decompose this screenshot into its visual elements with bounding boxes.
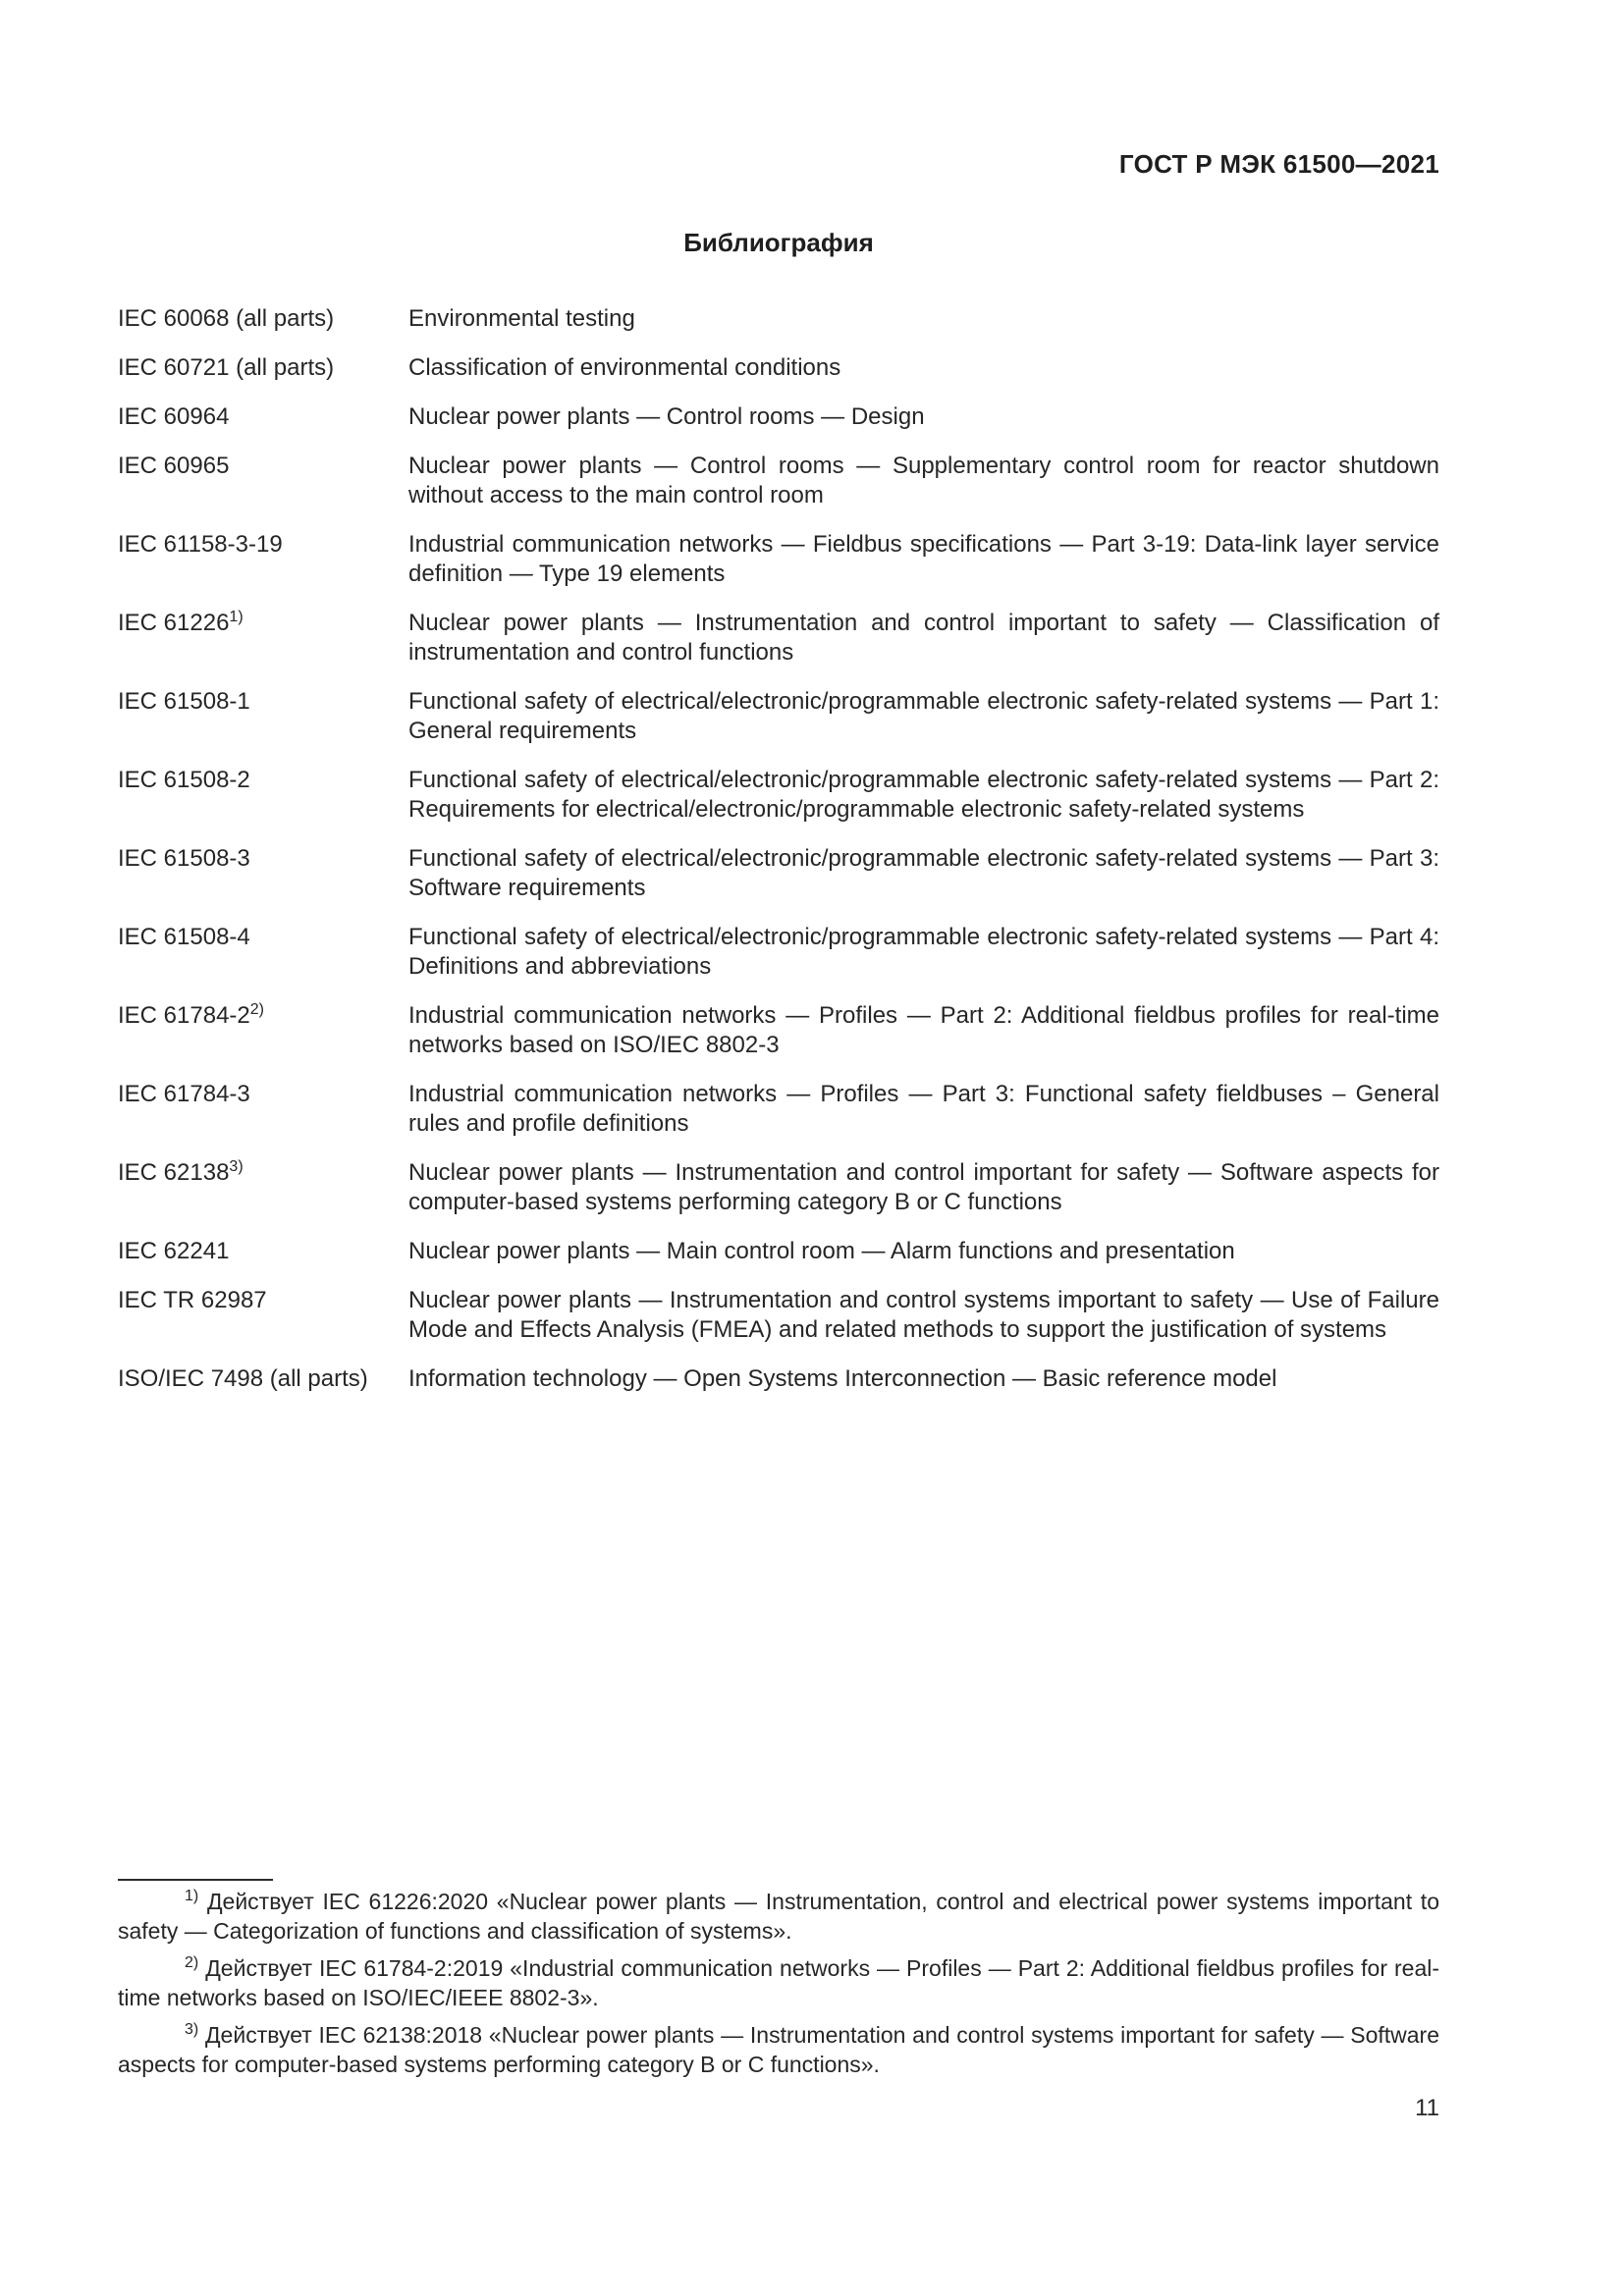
bibliography-entry: [118, 609, 1439, 667]
reference-id: IEC 61508-1: [118, 688, 250, 715]
footnote: [118, 1887, 1439, 1946]
reference-title: Nuclear power plants — Control rooms — Supplementary control room for reactor shutdown without access to the main control room: [408, 453, 1439, 508]
reference-title: Nuclear power plants — Main control room — Alarm functions and presentation: [408, 1238, 1235, 1264]
reference-id: IEC 60964: [118, 403, 230, 430]
reference-title: Nuclear power plants — Instrumentation and control systems important to safety — Use of Failure Mode and Effects Analysis (FMEA) and related methods to support the justification of systems: [408, 1287, 1439, 1343]
reference-id: IEC 61784-2$^{2)}$: [118, 1001, 264, 1029]
reference-title: Functional safety of electrical/electronic/programmable electronic safety-related systems — Part 4: Definitions and abbreviations: [408, 924, 1439, 980]
reference-id: IEC 62138$^{3)}$: [118, 1158, 244, 1186]
bibliography-entry: [118, 923, 1439, 982]
footnote: [118, 1953, 1439, 2012]
reference-title: Classification of environmental conditions: [408, 354, 841, 381]
bibliography-entry: [118, 1364, 1439, 1394]
reference-id: IEC 61226$^{1)}$: [118, 609, 244, 636]
bibliography-list: [118, 304, 1439, 1414]
bibliography-entry: [118, 304, 1439, 334]
footnote-text: Действует IEC 61226:2020 «Nuclear power plants — Instrumentation, control and electrical power systems important to safety — Categorization of functions and classification of systems».: [118, 1889, 1439, 1944]
footnote-separator: [118, 1879, 273, 1881]
section-title: Библиография: [683, 228, 874, 257]
bibliography-entry: [118, 1286, 1439, 1345]
bibliography-entry: [118, 687, 1439, 746]
reference-id: IEC 60965: [118, 453, 230, 479]
document-code: ГОСТ Р МЭК 61500—2021: [1118, 149, 1439, 179]
reference-title: Nuclear power plants — Instrumentation and control important to safety — Classification of instrumentation and control functions: [408, 610, 1439, 666]
reference-title: Nuclear power plants — Control rooms — Design: [408, 403, 925, 430]
bibliography-entry: [118, 402, 1439, 432]
reference-id: IEC 60721 (all parts): [118, 354, 335, 381]
bibliography-entry: [118, 1237, 1439, 1266]
reference-id: IEC TR 62987: [118, 1287, 267, 1313]
footnotes: [118, 1887, 1439, 2087]
footnote-text: Действует IEC 62138:2018 «Nuclear power plants — Instrumentation and control systems important for safety — Software aspects for computer-based systems performing category B or C functions».: [118, 2022, 1439, 2077]
footnote: [118, 2020, 1439, 2079]
reference-title: Environmental testing: [408, 305, 635, 332]
reference-id: IEC 61508-4: [118, 924, 250, 950]
footnote-marker: 3): [229, 1158, 244, 1175]
bibliography-entry: [118, 1080, 1439, 1139]
reference-id: IEC 61508-2: [118, 767, 250, 793]
bibliography-entry: [118, 530, 1439, 589]
reference-title: Industrial communication networks — Profiles — Part 2: Additional fieldbus profiles for real-time networks based on ISO/IEC 8802-3: [408, 1002, 1439, 1058]
bibliography-entry: [118, 353, 1439, 383]
reference-title: Functional safety of electrical/electronic/programmable electronic safety-related systems — Part 3: Software requirements: [408, 845, 1439, 901]
bibliography-entry: [118, 1001, 1439, 1060]
bibliography-entry: [118, 844, 1439, 903]
reference-id: IEC 61784-3: [118, 1081, 250, 1107]
footnote-marker: 1): [185, 1888, 199, 1904]
reference-title: Functional safety of electrical/electronic/programmable electronic safety-related systems — Part 1: General requirements: [408, 688, 1439, 744]
footnote-marker: 1): [229, 609, 244, 625]
reference-title: Industrial communication networks — Fieldbus specifications — Part 3-19: Data-link layer service definition — Type 19 elements: [408, 531, 1439, 587]
bibliography-entry: [118, 1158, 1439, 1217]
reference-title: Industrial communication networks — Profiles — Part 3: Functional safety fieldbuses – General rules and profile definitions: [408, 1081, 1439, 1137]
reference-id: IEC 62241: [118, 1238, 230, 1264]
reference-id: IEC 61508-3: [118, 845, 250, 872]
bibliography-entry: [118, 452, 1439, 510]
footnote-text: Действует IEC 61784-2:2019 «Industrial communication networks — Profiles — Part 2: Additional fieldbus profiles for real-time networks based on ISO/IEC/IEEE 8802-3».: [118, 1955, 1439, 2010]
reference-title: Nuclear power plants — Instrumentation and control important for safety — Software aspects for computer-based systems performing category B or C functions: [408, 1159, 1439, 1215]
reference-title: Functional safety of electrical/electronic/programmable electronic safety-related systems — Part 2: Requirements for electrical/electronic/programmable electronic safety-related systems: [408, 767, 1439, 823]
document-page: [118, 0, 1439, 2296]
page-number: 11: [1415, 2095, 1439, 2121]
footnote-marker: 2): [249, 1001, 264, 1018]
reference-id: IEC 61158-3-19: [118, 531, 283, 558]
reference-id: IEC 60068 (all parts): [118, 305, 335, 332]
footnote-marker: 2): [185, 1954, 199, 1971]
reference-id: ISO/IEC 7498 (all parts): [118, 1365, 368, 1392]
footnote-marker: 3): [185, 2021, 199, 2038]
reference-title: Information technology — Open Systems Interconnection — Basic reference model: [408, 1365, 1277, 1392]
bibliography-entry: [118, 766, 1439, 825]
